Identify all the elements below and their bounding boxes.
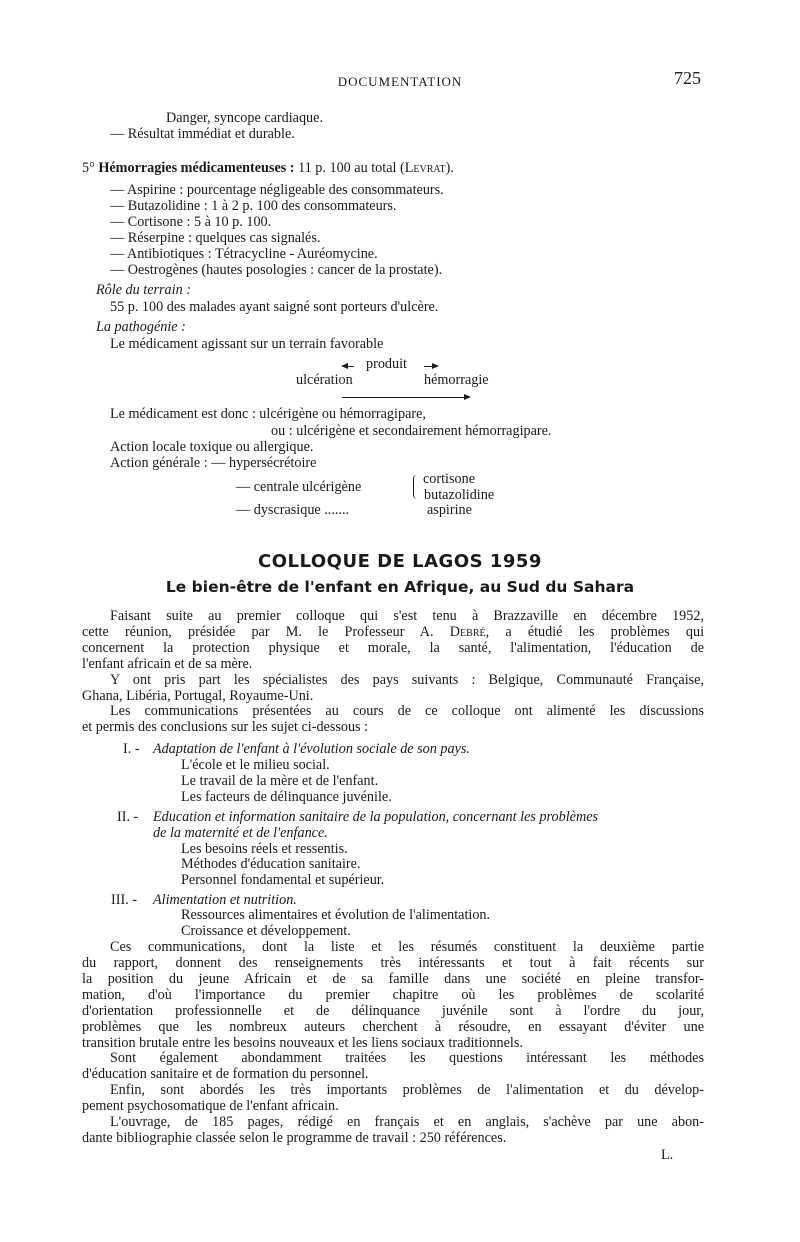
paragraph-line: Ces communications, dont la liste et les résumés constituent la deuxième partie (110, 939, 704, 955)
subheading: La pathogénie : (96, 319, 186, 335)
section-heading (82, 160, 454, 176)
arrow-right-icon (432, 363, 439, 369)
paragraph-line: concernent la protection physique et morale, la santé, l'alimentation, l'éducation de (82, 640, 704, 656)
drug-item: aspirine (427, 502, 472, 518)
page-number: 725 (674, 68, 701, 88)
person-name: Debré (449, 624, 486, 640)
outline-title: Alimentation et nutrition. (153, 892, 297, 908)
list-item: — Cortisone : 5 à 10 p. 100. (110, 214, 272, 230)
signature: L. (661, 1147, 674, 1163)
section-title: Hémorragies médicamenteuses : (98, 160, 295, 176)
paragraph-line: transition brutale entre les besoins nouveaux et les liens sociaux traditionnels. (82, 1035, 523, 1051)
paragraph-line: d'éducation sanitaire et de formation du personnel. (82, 1066, 369, 1082)
outline-title: de la maternité et de l'enfance. (153, 825, 328, 841)
arrow-line (342, 397, 464, 398)
paragraph-line: L'ouvrage, de 185 pages, rédigé en français et en anglais, s'achève par une abon- (110, 1114, 704, 1130)
text-line: Action générale : — hypersécrétoire (110, 455, 317, 471)
paragraph-line: Sont également abondamment traitées les questions intéressant les méthodes (110, 1050, 704, 1066)
text-line: Le médicament est donc : ulcérigène ou hémorragipare, (110, 406, 426, 422)
outline-number: III. - (111, 892, 137, 908)
outline-item: Les besoins réels et ressentis. (181, 841, 348, 857)
list-item: — Antibiotiques : Tétracycline - Auréomycine. (110, 246, 378, 262)
outline-item: Les facteurs de délinquance juvénile. (181, 789, 392, 805)
text-line: — Résultat immédiat et durable. (110, 126, 295, 142)
section-title-rest: 11 p. 100 au total (298, 160, 397, 176)
list-item: — Butazolidine : 1 à 2 p. 100 des consommateurs. (110, 198, 397, 214)
list-item: — Aspirine : pourcentage négligeable des consommateurs. (110, 182, 444, 198)
paragraph-line: problèmes que les nombreux auteurs cherchent à résoudre, en essayant d'éviter une (82, 1019, 704, 1035)
text-line: 55 p. 100 des malades ayant saigné sont porteurs d'ulcère. (110, 299, 439, 315)
diagram-label-hemorragie: hémorragie (424, 372, 489, 388)
paragraph-line: dante bibliographie classée selon le programme de travail : 250 références. (82, 1130, 507, 1146)
arrow-line (424, 366, 432, 367)
outline-item: Croissance et développement. (181, 923, 351, 939)
outline-title: Adaptation de l'enfant à l'évolution sociale de son pays. (153, 741, 470, 757)
outline-number: I. - (123, 741, 140, 757)
running-header: DOCUMENTATION (337, 74, 463, 89)
outline-item: L'école et le milieu social. (181, 757, 330, 773)
text-line: Le médicament agissant sur un terrain favorable (110, 336, 384, 352)
paragraph-line: et permis des conclusions sur les sujet ci-dessous : (82, 719, 369, 735)
paragraph-line: du rapport, donnent des renseignements très intéressants et tout à fait récents sur (82, 955, 704, 971)
subheading: Rôle du terrain : (96, 282, 191, 298)
paragraph-line: Les communications présentées au cours de ce colloque ont alimenté les discussions (110, 703, 704, 719)
article-subtitle: Le bien-être de l'enfant en Afrique, au Sud du Sahara (165, 578, 635, 596)
diagram-label-produit: produit (366, 356, 407, 372)
outline-title: Education et information sanitaire de la population, concernant les problèmes (153, 809, 599, 825)
text-line: — centrale ulcérigène (236, 479, 362, 495)
paragraph-line: la position du jeune Africain et de sa famille dans une société en pleine transfor- (82, 971, 704, 987)
text-line: ou : ulcérigène et secondairement hémorragipare. (271, 423, 552, 439)
paragraph-line: Enfin, sont abordés les très importants problèmes de l'alimentation et du dévelop- (110, 1082, 704, 1098)
text-line: Action locale toxique ou allergique. (110, 439, 314, 455)
drug-item: butazolidine (424, 487, 495, 503)
paragraph-line: mation, d'où l'importance du premier chapitre où les problèmes de scolarité (82, 987, 704, 1003)
paragraph-line: Y ont pris part les spécialistes des pays suivants : Belgique, Communauté Française, (110, 672, 704, 688)
drug-item: cortisone (423, 471, 476, 487)
outline-item: Méthodes d'éducation sanitaire. (181, 856, 361, 872)
list-item: — Réserpine : quelques cas signalés. (110, 230, 321, 246)
outline-item: Personnel fondamental et supérieur. (181, 872, 385, 888)
brace-icon (413, 475, 419, 499)
outline-item: Le travail de la mère et de l'enfant. (181, 773, 379, 789)
arrow-line (346, 366, 354, 367)
text-line: — dyscrasique ....... (236, 502, 350, 518)
paragraph-line: l'enfant africain et de sa mère. (82, 656, 253, 672)
paragraph-line: pement psychosomatique de l'enfant africain. (82, 1098, 339, 1114)
outline-number: II. - (117, 809, 139, 825)
text-line: Danger, syncope cardiaque. (166, 110, 323, 126)
paragraph-line: d'orientation professionnelle et de délinquance juvénile sont à l'ordre du jour, (82, 1003, 704, 1019)
list-item: — Oestrogènes (hautes posologies : cancer de la prostate). (110, 262, 443, 278)
paragraph-line: cette réunion, présidée par M. le Professeur A. Debré, a étudié les problèmes qui (82, 624, 705, 640)
paragraph-line: Faisant suite au premier colloque qui s'est tenu à Brazzaville en décembre 1952, (110, 608, 704, 624)
outline-item: Ressources alimentaires et évolution de l'alimentation. (181, 907, 491, 923)
arrow-right-icon (464, 394, 471, 400)
section-number: 5° (82, 160, 95, 176)
paragraph-line: Ghana, Libéria, Portugal, Royaume-Uni. (82, 688, 314, 704)
author-ref: (Levrat). (400, 160, 454, 176)
diagram-label-ulceration: ulcération (296, 372, 353, 388)
article-title: COLLOQUE DE LAGOS 1959 (258, 551, 542, 572)
